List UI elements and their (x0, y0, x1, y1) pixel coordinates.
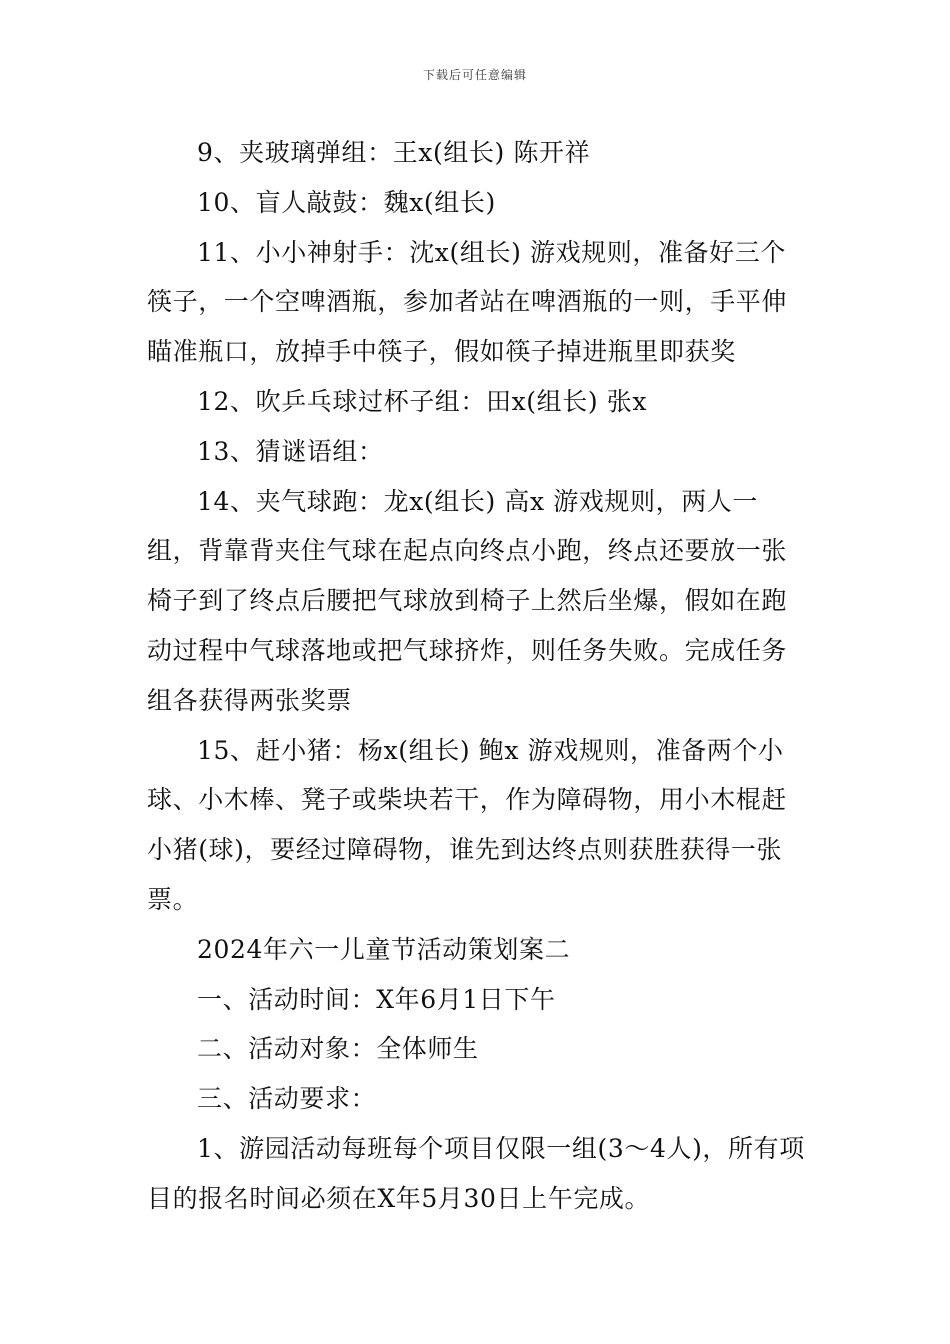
document-body (147, 128, 807, 1224)
paragraph-item-12: 12、吹乒乓球过杯子组：田x(组长) 张x (197, 386, 648, 416)
paragraph-item-13: 13、猜谜语组： (197, 436, 384, 466)
activity-requirements-heading: 三、活动要求： (197, 1084, 377, 1114)
activity-target: 二、活动对象：全体师生 (197, 1034, 479, 1064)
paragraph-item-11: 11、小小神射手：沈x(组长) 游戏规则，准备好三个筷子，一个空啤酒瓶，参加者站在啤酒瓶的一则，手平伸瞄准瓶口，放掉手中筷子，假如筷子掉进瓶里即获奖 (147, 237, 788, 367)
activity-time: 一、活动时间：X年6月1日下午 (197, 984, 556, 1014)
section-title: 2024年六一儿童节活动策划案二 (197, 934, 571, 964)
paragraph-item-9: 9、夹玻璃弹组：王x(组长) 陈开祥 (197, 138, 591, 167)
requirement-item-1: 1、游园活动每班每个项目仅限一组(3～4人)，所有项目的报名时间必须在X年5月30日上午完成。 (147, 1133, 805, 1213)
page-header: 下载后可任意编辑 (422, 68, 527, 82)
paragraph-item-15: 15、赶小猪：杨x(组长) 鲍x 游戏规则，准备两个小球、小木棒、凳子或柴块若干，作为障碍物，用小木棍赶小猪(球)，要经过障碍物，谁先到达终点则获胜获得一张票。 (147, 735, 788, 914)
paragraph-item-14: 14、夹气球跑：龙x(组长) 高x 游戏规则，两人一组，背靠背夹住气球在起点向终点小跑，终点还要放一张椅子到了终点后腰把气球放到椅子上然后坐爆，假如在跑动过程中气球落地或把气球挤炸，则任务失败。完成任务组各获得两张奖票 (147, 486, 788, 715)
paragraph-item-10: 10、盲人敲鼓：魏x(组长) (197, 187, 496, 217)
